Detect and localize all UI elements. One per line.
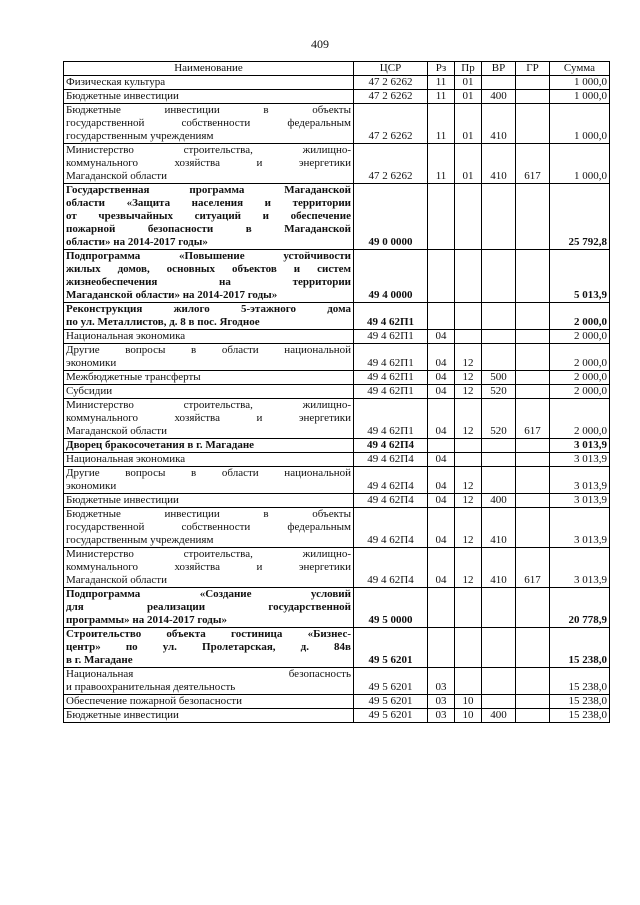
name-line: Бюджетные инвестиции в объекты bbox=[66, 508, 351, 520]
name-line: пожарной безопасности в Магаданской bbox=[66, 223, 351, 235]
cell-pr: 01 bbox=[455, 104, 482, 144]
cell-gr bbox=[516, 695, 550, 709]
cell-rz: 04 bbox=[428, 344, 455, 371]
table-row bbox=[64, 90, 610, 104]
cell-vr bbox=[482, 467, 516, 494]
cell-vr: 400 bbox=[482, 494, 516, 508]
cell-name bbox=[64, 344, 354, 371]
name-line: коммунального хозяйства и энергетики bbox=[66, 157, 351, 169]
cell-csr: 49 5 0000 bbox=[354, 588, 428, 628]
column-header-pr: Пр bbox=[455, 62, 482, 76]
cell-sum: 15 238,0 bbox=[550, 709, 610, 723]
table-row bbox=[64, 588, 610, 628]
cell-pr: 12 bbox=[455, 494, 482, 508]
table-row bbox=[64, 668, 610, 695]
cell-sum: 2 000,0 bbox=[550, 371, 610, 385]
cell-sum: 3 013,9 bbox=[550, 439, 610, 453]
column-header-rz: Рз bbox=[428, 62, 455, 76]
cell-sum: 2 000,0 bbox=[550, 399, 610, 439]
cell-gr bbox=[516, 344, 550, 371]
name-line: жилых домов, основных объектов и систем bbox=[66, 263, 351, 275]
cell-pr: 12 bbox=[455, 371, 482, 385]
column-header-vr: ВР bbox=[482, 62, 516, 76]
cell-pr: 12 bbox=[455, 548, 482, 588]
cell-rz: 04 bbox=[428, 385, 455, 399]
name-line: Бюджетные инвестиции bbox=[66, 709, 179, 721]
name-line: Министерство строительства, жилищно- bbox=[66, 548, 351, 560]
cell-rz: 03 bbox=[428, 709, 455, 723]
table-row bbox=[64, 467, 610, 494]
name-line: Физическая культура bbox=[66, 76, 166, 88]
cell-gr bbox=[516, 184, 550, 250]
name-line: Бюджетные инвестиции в объекты bbox=[66, 104, 351, 116]
cell-name bbox=[64, 668, 354, 695]
cell-name bbox=[64, 399, 354, 439]
cell-name bbox=[64, 303, 354, 330]
cell-rz bbox=[428, 628, 455, 668]
cell-sum: 2 000,0 bbox=[550, 344, 610, 371]
cell-gr bbox=[516, 76, 550, 90]
cell-name bbox=[64, 330, 354, 344]
cell-sum: 3 013,9 bbox=[550, 548, 610, 588]
name-line: жизнеобеспечения на территории bbox=[66, 276, 351, 288]
table-row bbox=[64, 399, 610, 439]
page-number: 409 bbox=[311, 37, 329, 51]
cell-vr bbox=[482, 439, 516, 453]
cell-vr bbox=[482, 330, 516, 344]
cell-csr: 49 4 62П4 bbox=[354, 508, 428, 548]
cell-gr bbox=[516, 494, 550, 508]
table-row bbox=[64, 453, 610, 467]
name-line: экономики bbox=[66, 480, 117, 492]
name-line: государственной собственности федеральным bbox=[66, 521, 351, 533]
cell-gr bbox=[516, 467, 550, 494]
cell-pr bbox=[455, 184, 482, 250]
cell-csr: 49 4 62П1 bbox=[354, 330, 428, 344]
cell-gr: 617 bbox=[516, 548, 550, 588]
cell-csr: 49 5 6201 bbox=[354, 668, 428, 695]
cell-pr bbox=[455, 250, 482, 303]
cell-rz: 04 bbox=[428, 453, 455, 467]
cell-csr: 49 4 62П4 bbox=[354, 453, 428, 467]
cell-csr: 49 4 62П4 bbox=[354, 439, 428, 453]
cell-vr bbox=[482, 668, 516, 695]
name-line: от чрезвычайных ситуаций и обеспечение bbox=[66, 210, 351, 222]
cell-pr bbox=[455, 303, 482, 330]
cell-name bbox=[64, 709, 354, 723]
cell-rz bbox=[428, 303, 455, 330]
name-line: Бюджетные инвестиции bbox=[66, 494, 179, 506]
cell-name bbox=[64, 628, 354, 668]
name-line: центр» по ул. Пролетарская, д. 84в bbox=[66, 641, 351, 653]
cell-gr bbox=[516, 588, 550, 628]
cell-rz: 11 bbox=[428, 144, 455, 184]
cell-pr: 01 bbox=[455, 144, 482, 184]
cell-pr: 12 bbox=[455, 467, 482, 494]
cell-name bbox=[64, 494, 354, 508]
name-line: коммунального хозяйства и энергетики bbox=[66, 561, 351, 573]
cell-rz: 04 bbox=[428, 371, 455, 385]
table-row bbox=[64, 76, 610, 90]
name-line: Подпрограмма «Повышение устойчивости bbox=[66, 250, 351, 262]
cell-pr: 12 bbox=[455, 399, 482, 439]
name-line: экономики bbox=[66, 357, 117, 369]
name-line: для реализации государственной bbox=[66, 601, 351, 613]
cell-rz: 04 bbox=[428, 330, 455, 344]
table-row bbox=[64, 184, 610, 250]
cell-vr: 410 bbox=[482, 104, 516, 144]
name-line: Другие вопросы в области национальной bbox=[66, 344, 351, 356]
column-header-gr: ГР bbox=[516, 62, 550, 76]
table-row bbox=[64, 250, 610, 303]
cell-rz: 04 bbox=[428, 494, 455, 508]
cell-rz bbox=[428, 184, 455, 250]
cell-sum: 15 238,0 bbox=[550, 668, 610, 695]
cell-name bbox=[64, 250, 354, 303]
cell-csr: 49 4 62П4 bbox=[354, 467, 428, 494]
cell-vr: 410 bbox=[482, 508, 516, 548]
cell-gr bbox=[516, 250, 550, 303]
cell-csr: 49 5 6201 bbox=[354, 709, 428, 723]
cell-gr: 617 bbox=[516, 144, 550, 184]
cell-vr: 520 bbox=[482, 399, 516, 439]
cell-gr bbox=[516, 303, 550, 330]
name-line: Магаданской области» на 2014-2017 годы» bbox=[66, 289, 278, 301]
cell-name bbox=[64, 439, 354, 453]
table-row bbox=[64, 548, 610, 588]
cell-pr bbox=[455, 453, 482, 467]
cell-vr bbox=[482, 184, 516, 250]
cell-vr: 500 bbox=[482, 371, 516, 385]
table-header-row bbox=[64, 62, 610, 76]
name-line: Строительство объекта гостиница «Бизнес- bbox=[66, 628, 351, 640]
cell-pr bbox=[455, 668, 482, 695]
cell-sum: 2 000,0 bbox=[550, 330, 610, 344]
cell-gr bbox=[516, 104, 550, 144]
cell-gr bbox=[516, 439, 550, 453]
table-row bbox=[64, 303, 610, 330]
cell-vr: 410 bbox=[482, 548, 516, 588]
cell-vr bbox=[482, 628, 516, 668]
cell-gr bbox=[516, 508, 550, 548]
name-line: Национальная экономика bbox=[66, 453, 186, 465]
cell-vr bbox=[482, 250, 516, 303]
name-line: Реконструкция жилого 5-этажного дома bbox=[66, 303, 351, 315]
column-header-sum: Сумма bbox=[550, 62, 610, 76]
table-row bbox=[64, 385, 610, 399]
cell-sum: 2 000,0 bbox=[550, 303, 610, 330]
budget-table bbox=[63, 61, 610, 723]
name-line: в г. Магадане bbox=[66, 654, 133, 666]
name-line: государственной собственности федеральным bbox=[66, 117, 351, 129]
cell-sum: 20 778,9 bbox=[550, 588, 610, 628]
cell-vr bbox=[482, 76, 516, 90]
cell-csr: 49 4 62П1 bbox=[354, 371, 428, 385]
cell-gr bbox=[516, 453, 550, 467]
cell-rz: 03 bbox=[428, 668, 455, 695]
cell-gr: 617 bbox=[516, 399, 550, 439]
cell-csr: 49 4 0000 bbox=[354, 250, 428, 303]
cell-csr: 49 4 62П1 bbox=[354, 344, 428, 371]
name-line: Магаданской области bbox=[66, 574, 167, 586]
cell-sum: 25 792,8 bbox=[550, 184, 610, 250]
cell-pr bbox=[455, 628, 482, 668]
cell-rz: 03 bbox=[428, 695, 455, 709]
cell-sum: 1 000,0 bbox=[550, 104, 610, 144]
table-row bbox=[64, 371, 610, 385]
table-row bbox=[64, 439, 610, 453]
column-header-name: Наименование bbox=[64, 62, 354, 76]
cell-rz: 11 bbox=[428, 76, 455, 90]
table-row bbox=[64, 104, 610, 144]
cell-name bbox=[64, 104, 354, 144]
cell-csr: 49 5 6201 bbox=[354, 695, 428, 709]
cell-vr bbox=[482, 453, 516, 467]
table-row bbox=[64, 494, 610, 508]
name-line: коммунального хозяйства и энергетики bbox=[66, 412, 351, 424]
cell-vr: 410 bbox=[482, 144, 516, 184]
cell-pr: 12 bbox=[455, 385, 482, 399]
cell-rz: 04 bbox=[428, 467, 455, 494]
name-line: по ул. Металлистов, д. 8 в пос. Ягодное bbox=[66, 316, 260, 328]
cell-pr: 12 bbox=[455, 508, 482, 548]
cell-sum: 3 013,9 bbox=[550, 508, 610, 548]
cell-vr: 520 bbox=[482, 385, 516, 399]
name-line: Национальная экономика bbox=[66, 330, 186, 342]
cell-vr: 400 bbox=[482, 709, 516, 723]
cell-gr bbox=[516, 90, 550, 104]
cell-csr: 47 2 6262 bbox=[354, 90, 428, 104]
cell-gr bbox=[516, 709, 550, 723]
name-line: Дворец бракосочетания в г. Магадане bbox=[66, 439, 255, 451]
cell-csr: 47 2 6262 bbox=[354, 144, 428, 184]
name-line: Межбюджетные трансферты bbox=[66, 371, 201, 383]
cell-pr: 01 bbox=[455, 90, 482, 104]
cell-rz: 04 bbox=[428, 508, 455, 548]
name-line: и правоохранительная деятельность bbox=[66, 681, 236, 693]
cell-name bbox=[64, 184, 354, 250]
name-line: государственным учреждениям bbox=[66, 130, 214, 142]
cell-name bbox=[64, 385, 354, 399]
cell-rz bbox=[428, 439, 455, 453]
cell-pr: 10 bbox=[455, 695, 482, 709]
name-line: Субсидии bbox=[66, 385, 113, 397]
cell-rz: 11 bbox=[428, 104, 455, 144]
table-row bbox=[64, 144, 610, 184]
cell-sum: 1 000,0 bbox=[550, 144, 610, 184]
name-line: Министерство строительства, жилищно- bbox=[66, 399, 351, 411]
name-line: Бюджетные инвестиции bbox=[66, 90, 179, 102]
cell-name bbox=[64, 695, 354, 709]
cell-sum: 15 238,0 bbox=[550, 628, 610, 668]
name-line: государственным учреждениям bbox=[66, 534, 214, 546]
cell-gr bbox=[516, 668, 550, 695]
cell-sum: 1 000,0 bbox=[550, 90, 610, 104]
cell-pr: 01 bbox=[455, 76, 482, 90]
cell-gr bbox=[516, 385, 550, 399]
name-line: области «Защита населения и территории bbox=[66, 197, 351, 209]
cell-csr: 49 4 62П4 bbox=[354, 494, 428, 508]
name-line: Магаданской области bbox=[66, 170, 167, 182]
cell-sum: 1 000,0 bbox=[550, 76, 610, 90]
column-header-csr: ЦСР bbox=[354, 62, 428, 76]
name-line: программы» на 2014-2017 годы» bbox=[66, 614, 227, 626]
name-line: Обеспечение пожарной безопасности bbox=[66, 695, 243, 707]
cell-csr: 49 4 62П1 bbox=[354, 399, 428, 439]
cell-sum: 3 013,9 bbox=[550, 467, 610, 494]
cell-name bbox=[64, 508, 354, 548]
cell-vr bbox=[482, 695, 516, 709]
cell-name bbox=[64, 588, 354, 628]
cell-sum: 3 013,9 bbox=[550, 494, 610, 508]
cell-rz: 11 bbox=[428, 90, 455, 104]
table-body bbox=[64, 76, 610, 723]
cell-csr: 47 2 6262 bbox=[354, 76, 428, 90]
cell-csr: 49 4 62П4 bbox=[354, 548, 428, 588]
cell-name bbox=[64, 76, 354, 90]
cell-gr bbox=[516, 330, 550, 344]
name-line: Подпрограмма «Создание условий bbox=[66, 588, 351, 600]
cell-csr: 49 5 6201 bbox=[354, 628, 428, 668]
cell-name bbox=[64, 371, 354, 385]
cell-name bbox=[64, 144, 354, 184]
cell-rz bbox=[428, 250, 455, 303]
cell-csr: 49 4 62П1 bbox=[354, 303, 428, 330]
cell-name bbox=[64, 467, 354, 494]
cell-sum: 15 238,0 bbox=[550, 695, 610, 709]
cell-csr: 47 2 6262 bbox=[354, 104, 428, 144]
cell-pr: 10 bbox=[455, 709, 482, 723]
name-line: области» на 2014-2017 годы» bbox=[66, 236, 208, 248]
cell-gr bbox=[516, 371, 550, 385]
cell-sum: 5 013,9 bbox=[550, 250, 610, 303]
cell-sum: 2 000,0 bbox=[550, 385, 610, 399]
cell-name bbox=[64, 548, 354, 588]
table-row bbox=[64, 709, 610, 723]
cell-gr bbox=[516, 628, 550, 668]
cell-vr bbox=[482, 303, 516, 330]
cell-vr bbox=[482, 344, 516, 371]
cell-pr bbox=[455, 439, 482, 453]
cell-rz bbox=[428, 588, 455, 628]
cell-vr: 400 bbox=[482, 90, 516, 104]
cell-vr bbox=[482, 588, 516, 628]
cell-name bbox=[64, 453, 354, 467]
cell-rz: 04 bbox=[428, 399, 455, 439]
cell-rz: 04 bbox=[428, 548, 455, 588]
cell-pr bbox=[455, 588, 482, 628]
cell-csr: 49 0 0000 bbox=[354, 184, 428, 250]
cell-name bbox=[64, 90, 354, 104]
cell-pr bbox=[455, 330, 482, 344]
name-line: Министерство строительства, жилищно- bbox=[66, 144, 351, 156]
cell-sum: 3 013,9 bbox=[550, 453, 610, 467]
table-row bbox=[64, 628, 610, 668]
cell-pr: 12 bbox=[455, 344, 482, 371]
table-row bbox=[64, 330, 610, 344]
table-row bbox=[64, 508, 610, 548]
name-line: Другие вопросы в области национальной bbox=[66, 467, 351, 479]
name-line: Национальная безопасность bbox=[66, 668, 351, 680]
name-line: Магаданской области bbox=[66, 425, 167, 437]
table-row bbox=[64, 344, 610, 371]
name-line: Государственная программа Магаданской bbox=[66, 184, 351, 196]
cell-csr: 49 4 62П1 bbox=[354, 385, 428, 399]
table-row bbox=[64, 695, 610, 709]
